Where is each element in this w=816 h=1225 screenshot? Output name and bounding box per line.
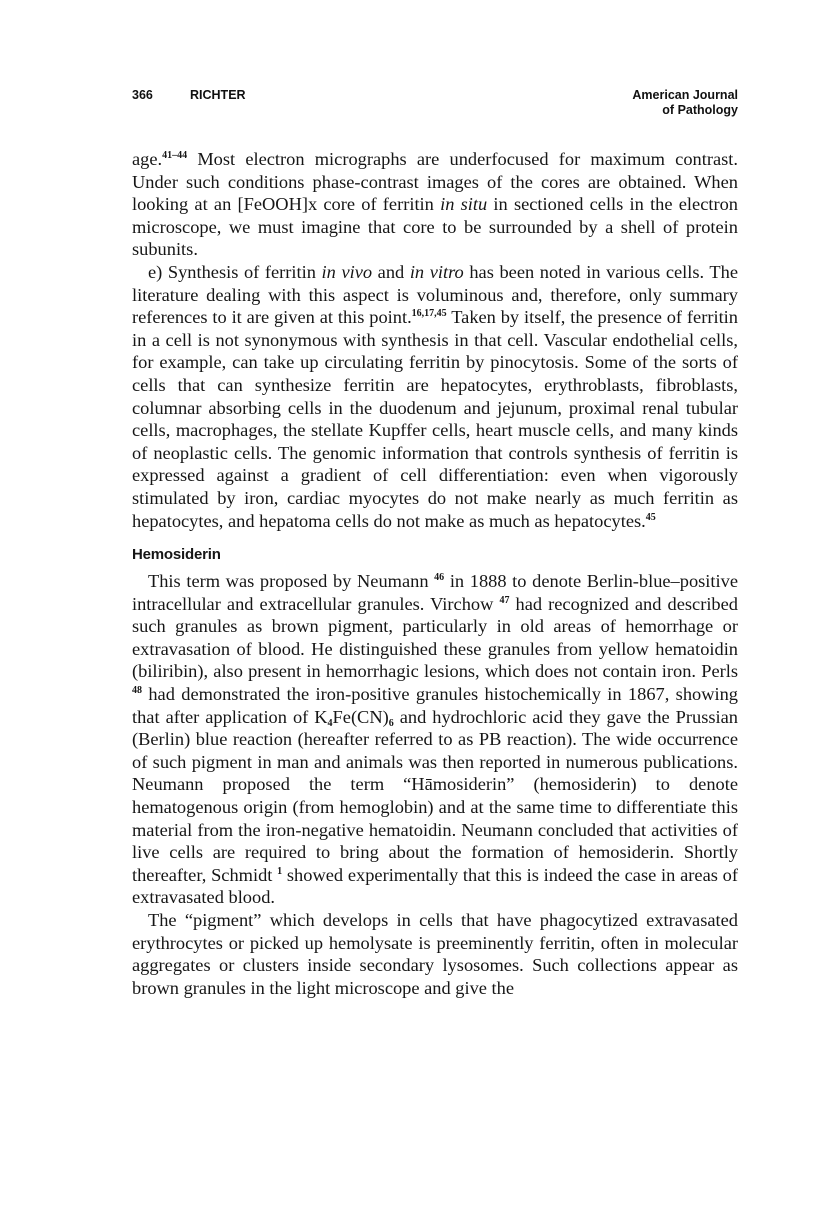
journal-name-line-2: of Pathology — [662, 103, 738, 117]
italic-term: in situ — [440, 194, 488, 215]
text-span: Taken by itself, the presence of ferritin in a cell is not synonymous with synthesis in that cell. Vascular endothelial cells, for example, can take up circulating ferritin by pinocytosis. Some of the sorts of cells that can synthesize ferritin are hepatocytes, erythroblasts, fibroblasts, columnar absorbing cells in the duodenum and jejunum, proximal renal tubular cells, macrophages, the stellate Kupffer cells, heart muscle cells, and many kinds of neoplastic cells. The genomic information that controls synthesis of ferritin is expressed against a gradient of cell differentiation: even when vigorously stimulated by iron, cardiac myocytes do not make nearly as much ferritin as hepatocytes, and hepatoma cells do not make as much as hepatocytes. — [132, 307, 738, 531]
text-span: had recognized and described such granules as brown pigment, particularly in old areas of hemorrhage or extravasation of blood. He distinguished these granules from yellow hematoidin (biliribin), also present in hemorrhagic lesions, which does not contain iron. Perls — [132, 593, 738, 682]
text-span: The “pigment” which develops in cells that have phagocytized extravasated erythrocytes or picked up hemolysate is preeminently ferritin, often in molecular aggregates or clusters inside secondary lysosomes. Such collections appear as brown granules in the light microscope and give the — [132, 910, 738, 998]
text-span: has been noted in various cells. The literature dealing with this aspect is voluminous and, therefore, only summary references to it are given at this point. — [132, 261, 738, 328]
text-span: and hydrochloric acid they gave the Prussian (Berlin) blue reaction (hereafter referred to as PB reaction). The wide occurrence of such pigment in man and animals was then reported in numerous publications. Neumann proposed the term “Hāmosiderin” (hemosiderin) to denote hematogenous origin (from hemoglobin) and at the same time to differentiate this material from the iron-negative hematoidin. Neumann concluded that activities of live cells are required to bring about the formation of hemosiderin. Shortly thereafter, Schmidt — [132, 706, 738, 885]
chemical-subscript: 4 — [327, 717, 333, 729]
journal-name-line-1: American Journal — [632, 88, 738, 102]
text-span: showed experimentally that this is indeed the case in areas of extravasated blood. — [132, 864, 738, 908]
text-span: had demonstrated the iron-positive granules histochemically in 1867, showing that after application of K — [132, 684, 738, 727]
chemical-subscript: 6 — [388, 717, 394, 729]
text-span: in sectioned cells in the electron microscope, we must imagine that core to be surrounded by a shell of protein subunits. — [132, 194, 738, 260]
citation-superscript: 41–44 — [162, 150, 188, 161]
citation-superscript: 47 — [499, 594, 510, 606]
section-heading: Hemosiderin — [132, 546, 221, 564]
paragraph-pigment — [132, 909, 738, 999]
text-span: Fe(CN) — [332, 706, 389, 727]
text-span: This term was proposed by Neumann — [148, 571, 435, 592]
citation-superscript: 16,17,45 — [411, 308, 447, 320]
citation-superscript: 48 — [132, 685, 142, 697]
italic-term: in vivo — [321, 261, 373, 282]
text-span: e) Synthesis of ferritin — [148, 261, 322, 282]
paragraph-ferritin-synthesis — [132, 261, 738, 532]
journal-name — [632, 88, 738, 118]
text-span: and — [372, 261, 410, 282]
citation-superscript: 46 — [434, 572, 445, 584]
text-span: in 1888 to denote Berlin-blue–positive intracellular and extracellular granules. Virchow — [132, 571, 738, 614]
italic-term: in vitro — [409, 261, 464, 282]
text-span: age. — [132, 149, 163, 169]
running-author: RICHTER — [190, 88, 246, 102]
citation-superscript: 45 — [645, 511, 656, 523]
page-number: 366 — [132, 88, 153, 102]
citation-superscript: 1 — [277, 865, 283, 877]
text-span: Most electron micrographs are underfocused for maximum contrast. Under such conditions phase-contrast images of the cores are obtained. When looking at an [FeOOH]x core of ferritin — [132, 149, 738, 215]
article-body — [132, 148, 738, 999]
paragraph-ferritin-cores — [132, 148, 738, 261]
paragraph-hemosiderin-history — [132, 570, 738, 909]
